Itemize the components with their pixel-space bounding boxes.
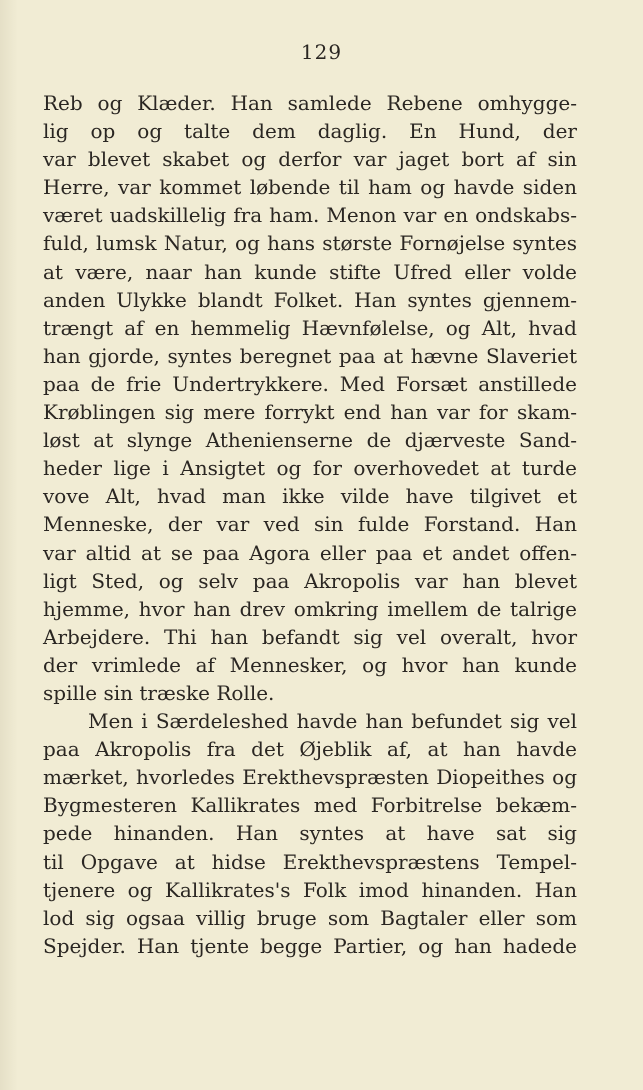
text-line: Arbejdere. Thi han befandt sig vel overalt, hvor [43,624,577,649]
text-line: paa de frie Undertrykkere. Med Forsæt anstillede [43,371,577,396]
text-line: hjemme, hvor han drev omkring imellem de talrige [43,596,577,621]
text-line: der vrimlede af Mennesker, og hvor han kunde [43,652,577,677]
text-line: fuld, lumsk Natur, og hans største Fornøjelse syntes [43,231,577,256]
text-line: lig op og talte dem daglig. En Hund, der [43,119,577,144]
page-number: 129 [300,40,343,64]
text-line: tjenere og Kallikrates's Folk imod hinanden. Han [43,877,577,902]
text-line: pede hinanden. Han syntes at have sat sig [43,821,577,846]
paragraph-2 [43,707,577,960]
text-line: Bygmesteren Kallikrates med Forbitrelse bekæm- [43,793,577,818]
text-line: anden Ulykke blandt Folket. Han syntes gjennem- [43,287,577,312]
text-line: spille sin træske Rolle. [43,680,275,705]
text-line: at være, naar han kunde stifte Ufred eller volde [43,259,577,284]
text-line: Men i Særdeleshed havde han befundet sig vel [88,709,577,734]
text-line: været uadskillelig fra ham. Menon var en ondskabs- [43,203,577,228]
text-line: løst at slynge Athenienserne de djærveste Sand- [43,428,577,453]
text-line: var altid at se paa Agora eller paa et andet offen- [43,540,577,565]
text-line: Spejder. Han tjente begge Partier, og han hadede [43,933,577,958]
text-line: lod sig ogsaa villig bruge som Bagtaler eller som [43,905,577,930]
text-line: Reb og Klæder. Han samlede Rebene omhygge- [43,91,577,115]
body-text [43,89,577,960]
text-line: var blevet skabet og derfor var jaget bort af sin [43,147,577,172]
text-line: Herre, var kommet løbende til ham og havde siden [43,175,577,200]
paragraph-1 [43,89,577,707]
text-line: vove Alt, hvad man ikke vilde have tilgivet et [43,484,577,509]
text-line: til Opgave at hidse Erekthevspræstens Tempel- [43,849,577,874]
text-line: Menneske, der var ved sin fulde Forstand. Han [43,512,577,537]
text-line: Krøblingen sig mere forrykt end han var for skam- [43,400,577,425]
text-line: han gjorde, syntes beregnet paa at hævne Slaveriet [43,343,577,368]
text-line: paa Akropolis fra det Øjeblik af, at han havde [43,737,577,762]
text-line: mærket, hvorledes Erekthevspræsten Diopeithes og [43,765,577,790]
text-line: ligt Sted, og selv paa Akropolis var han blevet [43,568,577,593]
text-line: heder lige i Ansigtet og for overhovedet at turde [43,456,577,481]
text-line: trængt af en hemmelig Hævnfølelse, og Alt, hvad [43,315,577,340]
